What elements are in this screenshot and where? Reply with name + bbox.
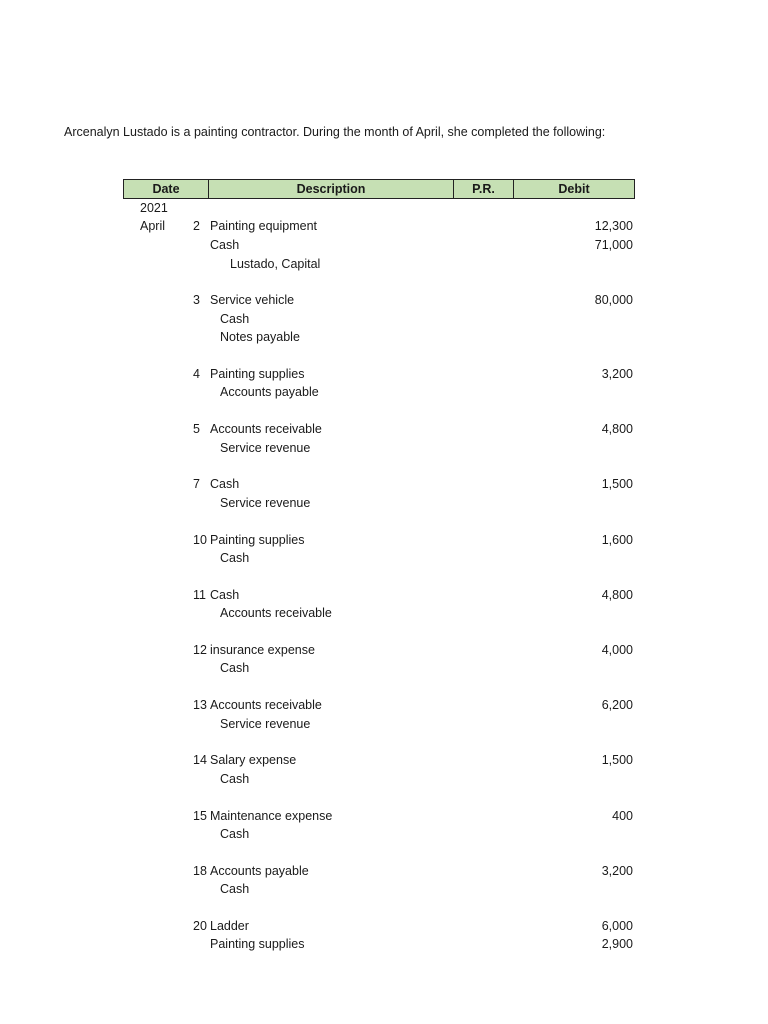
- entry-credit-account: Cash: [220, 827, 250, 841]
- entry-debit-amount: 71,000: [594, 238, 633, 252]
- entry-debit-account: Maintenance expense: [210, 809, 333, 823]
- entry-debit-account: Service vehicle: [210, 293, 295, 307]
- entry-credit-account: Cash: [220, 661, 250, 675]
- entry-day: 18: [193, 864, 207, 878]
- entry-day: 12: [193, 643, 207, 657]
- entry-debit-amount: 6,000: [601, 919, 633, 933]
- entry-debit-amount: 80,000: [594, 293, 633, 307]
- month-label: April: [140, 219, 166, 233]
- entry-day: 11: [193, 588, 206, 602]
- entry-credit-account: Cash: [220, 772, 250, 786]
- entry-credit-account: Service revenue: [220, 496, 311, 510]
- entry-day: 5: [193, 422, 200, 436]
- entry-debit-amount: 4,800: [601, 588, 633, 602]
- header-debit: Debit: [558, 182, 590, 196]
- entry-day: 14: [193, 753, 207, 767]
- entry-debit-amount: 3,200: [601, 367, 633, 381]
- entry-debit-account: Painting equipment: [210, 219, 318, 233]
- entry-debit-account: Painting supplies: [210, 937, 305, 951]
- entry-debit-account: Accounts receivable: [210, 422, 322, 436]
- entry-debit-amount: 1,500: [601, 477, 633, 491]
- entry-credit-account: Accounts receivable: [220, 606, 332, 620]
- entry-debit-account: Salary expense: [210, 753, 297, 767]
- entry-credit-account: Cash: [220, 551, 250, 565]
- entry-day: 13: [193, 698, 207, 712]
- entry-debit-amount: 2,900: [601, 937, 633, 951]
- entry-debit-amount: 4,000: [601, 643, 633, 657]
- entry-day: 4: [193, 367, 200, 381]
- year-label: 2021: [140, 201, 168, 215]
- entry-credit-account: Service revenue: [220, 441, 311, 455]
- entry-debit-account: Ladder: [210, 919, 249, 933]
- entry-debit-account: Accounts payable: [210, 864, 309, 878]
- entry-credit-account: Accounts payable: [220, 385, 319, 399]
- entry-credit-account: Cash: [220, 882, 250, 896]
- entry-debit-account: insurance expense: [210, 643, 315, 657]
- entry-debit-amount: 4,800: [601, 422, 633, 436]
- entry-debit-account: Painting supplies: [210, 367, 305, 381]
- entry-credit-account: Service revenue: [220, 717, 311, 731]
- entry-day: 7: [193, 477, 200, 491]
- entry-debit-account: Accounts receivable: [210, 698, 322, 712]
- intro-text: Arcenalyn Lustado is a painting contractor. During the month of April, she completed the following:: [64, 125, 606, 139]
- entry-day: 20: [193, 919, 207, 933]
- entry-debit-amount: 1,500: [601, 753, 633, 767]
- entry-debit-amount: 1,600: [601, 533, 633, 547]
- entry-debit-amount: 12,300: [594, 219, 633, 233]
- entry-debit-account: Painting supplies: [210, 533, 305, 547]
- entry-debit-amount: 400: [612, 809, 633, 823]
- entry-day: 10: [193, 533, 207, 547]
- entry-debit-amount: 6,200: [601, 698, 633, 712]
- entry-debit-amount: 3,200: [601, 864, 633, 878]
- entry-day: 2: [193, 219, 200, 233]
- entry-day: 15: [193, 809, 207, 823]
- header-description: Description: [209, 180, 454, 198]
- entry-credit-account: Lustado, Capital: [230, 257, 321, 271]
- header-date: Date: [124, 180, 209, 198]
- header-pr: P.R.: [454, 180, 514, 198]
- entry-day: 3: [193, 293, 200, 307]
- entry-credit-account: Cash: [220, 312, 250, 326]
- entry-debit-account: Cash: [210, 477, 240, 491]
- entry-credit-account: Notes payable: [220, 330, 300, 344]
- entry-debit-account: Cash: [210, 238, 240, 252]
- entry-debit-account: Cash: [210, 588, 240, 602]
- journal-header: [123, 179, 635, 199]
